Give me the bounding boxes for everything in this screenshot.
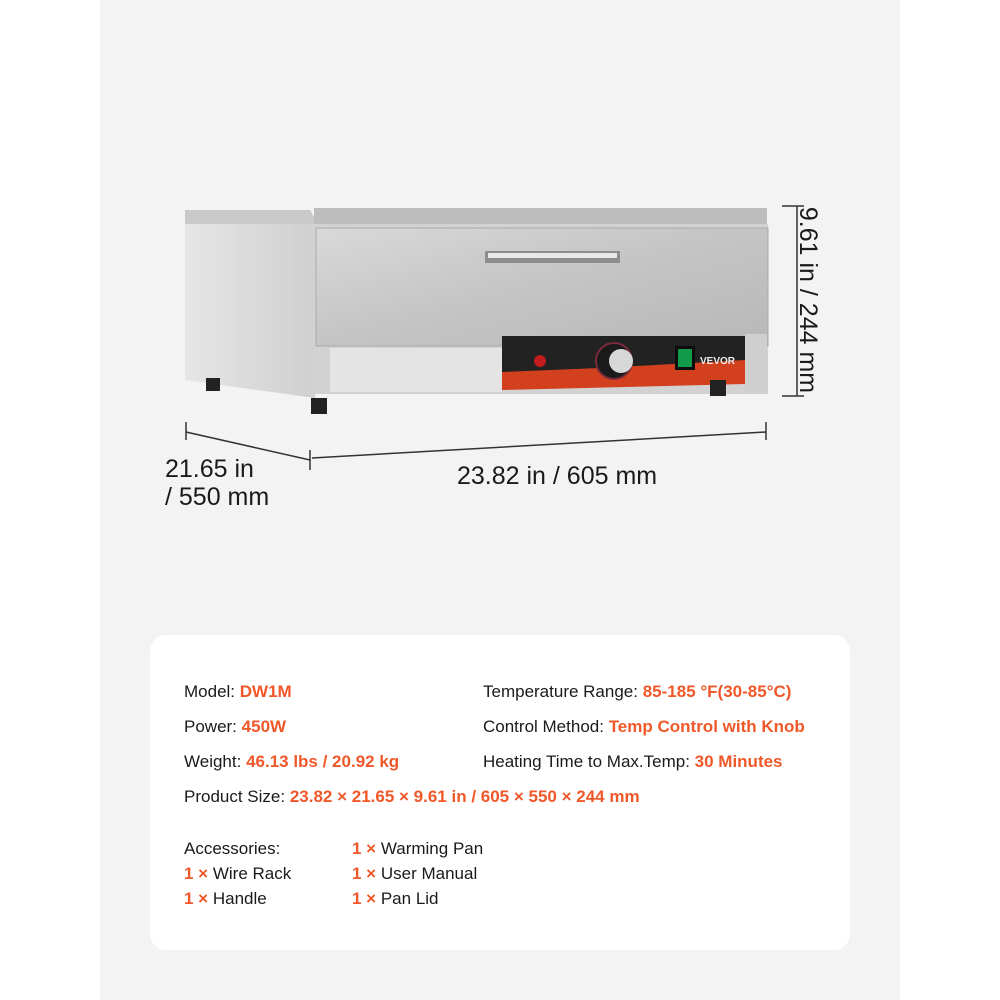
accessory-name: User Manual [380,864,478,883]
spec-value: 30 Minutes [694,752,783,771]
spec-label: Product Size: [184,787,286,806]
spec-label: Heating Time to Max.Temp: [483,752,690,771]
spec-value: 23.82 × 21.65 × 9.61 in / 605 × 550 × 244 mm [289,787,640,806]
accessory-item [352,839,483,859]
spec-product-size [184,787,640,807]
spec-temperature-range [483,682,791,702]
spec-value: 46.13 lbs / 20.92 kg [246,752,400,771]
spec-value: Temp Control with Knob [608,717,805,736]
spec-value: DW1M [239,682,292,701]
accessory-qty: 1 × [352,864,377,883]
spec-model [184,682,292,702]
depth-line-2: / 550 mm [165,483,270,511]
spec-heating-time [483,752,783,772]
spec-weight [184,752,399,772]
width-dimension-label: 23.82 in / 605 mm [457,462,658,490]
accessory-item [184,889,267,909]
depth-dimension-label [165,455,269,511]
accessory-item [184,864,291,884]
accessory-qty: 1 × [352,839,377,858]
accessory-qty: 1 × [184,889,209,908]
accessory-name: Pan Lid [380,889,439,908]
depth-line-1: 21.65 in [165,455,254,483]
accessory-qty: 1 × [352,889,377,908]
accessories-label: Accessories: [184,839,281,858]
spec-label: Temperature Range: [483,682,638,701]
vevor-logo: VEVOR [700,356,736,367]
spec-label: Weight: [184,752,242,771]
accessory-qty: 1 × [184,864,209,883]
spec-label: Power: [184,717,237,736]
height-dimension-label: 9.61 in / 244 mm [794,206,822,394]
spec-control-method [483,717,805,737]
spec-card [150,635,850,950]
spec-label: Control Method: [483,717,604,736]
accessory-name: Wire Rack [212,864,292,883]
spec-value: 450W [241,717,287,736]
accessory-item [352,889,439,909]
accessory-name: Handle [212,889,267,908]
accessory-name: Warming Pan [380,839,484,858]
accessory-item [352,864,477,884]
spec-label: Model: [184,682,236,701]
spec-value: 85-185 °F(30-85°C) [642,682,792,701]
spec-power [184,717,286,737]
